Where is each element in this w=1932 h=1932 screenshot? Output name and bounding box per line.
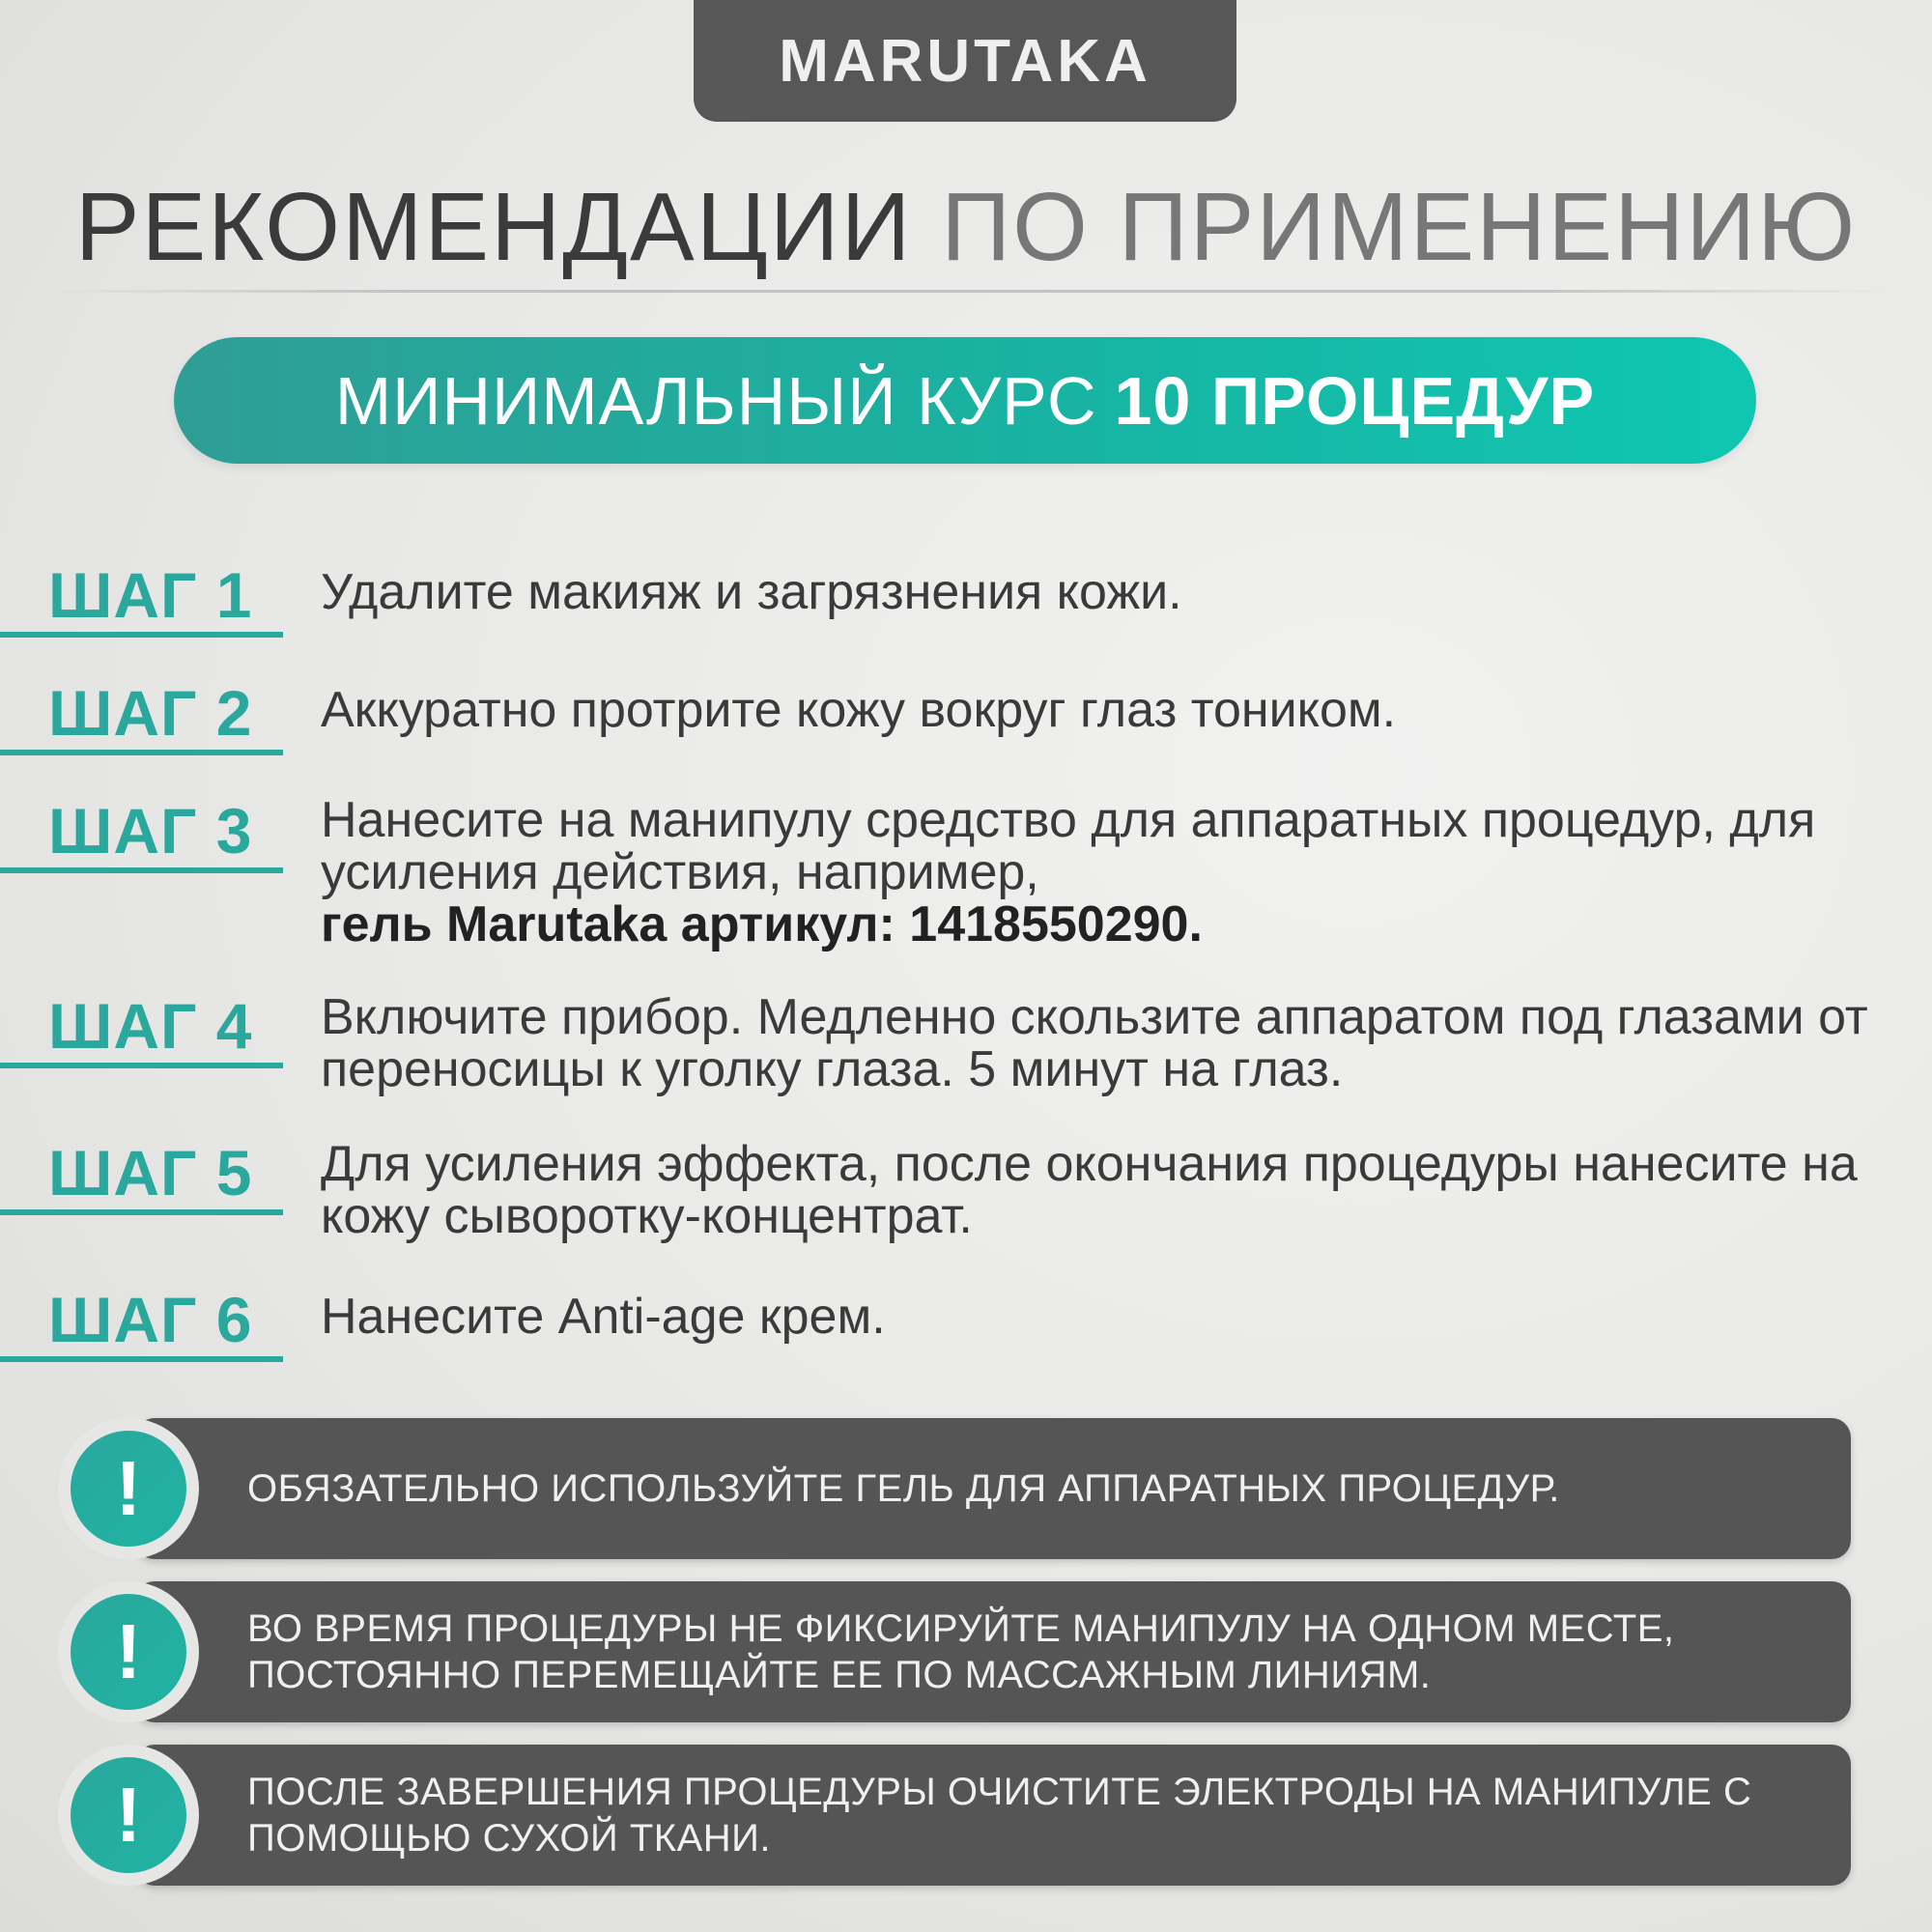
warning-icon-ring	[58, 1745, 199, 1886]
step-underline	[0, 750, 283, 755]
warning-text: ОБЯЗАТЕЛЬНО ИСПОЛЬЗУЙТЕ ГЕЛЬ ДЛЯ АППАРАТНЫХ ПРОЦЕДУР.	[247, 1467, 1560, 1510]
title-divider	[39, 290, 1893, 293]
warning-note-1	[115, 1418, 1851, 1559]
warning-icon-ring	[58, 1418, 199, 1559]
warning-text: ПОСЛЕ ЗАВЕРШЕНИЯ ПРОЦЕДУРЫ ОЧИСТИТЕ ЭЛЕКТРОДЫ НА МАНИПУЛЕ С ПОМОЩЬЮ СУХОЙ ТКАНИ.	[247, 1771, 1752, 1860]
step-text	[321, 794, 1905, 951]
exclamation-icon: !	[71, 1594, 186, 1710]
page-title	[0, 172, 1932, 283]
step-text: Удалите макияж и загрязнения кожи.	[321, 564, 1182, 620]
step-label: ШАГ 4	[48, 990, 253, 1062]
step-label: ШАГ 3	[48, 795, 253, 867]
step-underline	[0, 867, 283, 873]
warning-icon-ring	[58, 1581, 199, 1722]
course-prefix: МИНИМАЛЬНЫЙ КУРС	[334, 362, 1097, 439]
brand-logo	[694, 0, 1236, 122]
step-text: Для усиления эффекта, после окончания процедуры нанесите на кожу сыворотку-концентрат.	[321, 1136, 1858, 1244]
step-label: ШАГ 1	[48, 559, 253, 631]
step-text: Нанесите Anti-age крем.	[321, 1289, 886, 1345]
step-label: ШАГ 6	[48, 1284, 253, 1355]
warning-text: ВО ВРЕМЯ ПРОЦЕДУРЫ НЕ ФИКСИРУЙТЕ МАНИПУЛУ НА ОДНОМ МЕСТЕ, ПОСТОЯННО ПЕРЕМЕЩАЙТЕ ЕЕ ПО МАССАЖНЫМ ЛИНИЯМ.	[247, 1607, 1675, 1696]
step-text: Включите прибор. Медленно скользите аппаратом под глазами от переносицы к уголку глаза. 5 минут на глаз.	[321, 989, 1868, 1097]
step-underline	[0, 1356, 283, 1362]
warning-note-2	[115, 1581, 1851, 1722]
brand-name: MARUTAKA	[779, 27, 1151, 95]
step-underline	[0, 1209, 283, 1215]
step-label: ШАГ 2	[48, 677, 253, 749]
course-banner	[174, 337, 1756, 464]
exclamation-icon: !	[71, 1757, 186, 1873]
title-part-1: РЕКОМЕНДАЦИИ	[74, 173, 913, 281]
step-underline	[0, 1063, 283, 1068]
step-text-bold: гель Marutaka артикул: 1418550290.	[321, 896, 1203, 952]
exclamation-icon: !	[71, 1431, 186, 1547]
title-part-2: ПО ПРИМЕНЕНИЮ	[941, 173, 1858, 281]
warning-note-3	[115, 1745, 1851, 1886]
step-text-main: Нанесите на манипулу средство для аппаратных процедур, для усиления действия, например,	[321, 792, 1816, 900]
step-label: ШАГ 5	[48, 1137, 253, 1208]
step-underline	[0, 632, 283, 638]
course-highlight: 10 ПРОЦЕДУР	[1114, 362, 1596, 439]
step-text: Аккуратно протрите кожу вокруг глаз тоником.	[321, 682, 1397, 738]
